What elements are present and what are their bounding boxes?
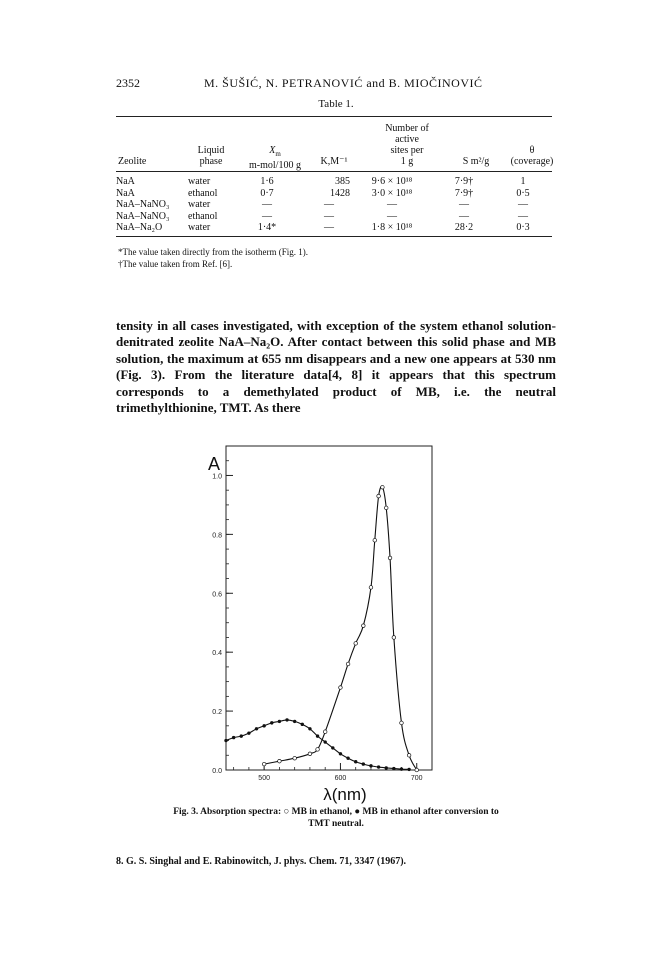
cell-theta: 0·5 xyxy=(516,187,530,199)
cell-xm: — xyxy=(262,210,272,222)
data-point-filled xyxy=(339,752,342,755)
header-coverage: θ (coverage) xyxy=(510,145,554,167)
x-tick-label: 600 xyxy=(334,775,347,782)
cell-sites: 9·6 × 10¹⁸ xyxy=(371,176,413,187)
data-point-open xyxy=(388,556,392,560)
caption-line-2: TMT neutral. xyxy=(308,819,364,829)
data-point-open xyxy=(415,768,419,772)
cell-s: 7·9† xyxy=(454,176,474,187)
y-tick-label: 0.6 xyxy=(212,591,222,599)
data-point-filled xyxy=(240,734,243,737)
data-point-open xyxy=(381,485,385,489)
cell-xm: — xyxy=(262,199,272,210)
cell-sites: — xyxy=(387,210,397,222)
data-point-filled xyxy=(346,757,349,760)
data-point-filled xyxy=(224,739,227,742)
cell-liquid: ethanol xyxy=(188,187,218,199)
cell-sites: 1·8 × 10¹⁸ xyxy=(371,222,413,233)
cell-k: — xyxy=(324,210,334,222)
data-point-open xyxy=(339,686,343,690)
figure-caption xyxy=(116,806,556,830)
cell-s: 7·9† xyxy=(454,187,474,199)
data-point-filled xyxy=(400,767,403,770)
x-tick-label: 500 xyxy=(258,775,270,782)
cell-zeolite: NaA xyxy=(116,187,135,199)
data-point-open xyxy=(262,762,266,766)
y-tick-label: 0.0 xyxy=(212,768,222,775)
page-number: 2352 xyxy=(116,76,140,90)
data-point-open xyxy=(293,756,297,760)
data-point-filled xyxy=(262,724,265,727)
data-point-open xyxy=(377,494,381,498)
cell-k: 385 xyxy=(335,176,350,187)
data-point-open xyxy=(278,759,282,763)
y-tick-label: 0.8 xyxy=(212,532,222,540)
series-line-1 xyxy=(226,720,409,769)
cell-liquid: water xyxy=(188,199,211,210)
data-point-open xyxy=(362,624,366,628)
chart-ticks xyxy=(212,446,432,782)
x-tick-label: 700 xyxy=(410,775,423,782)
data-point-open xyxy=(369,586,373,590)
data-point-open xyxy=(392,636,396,640)
header-xm: $X_m$ m-mol/100 g xyxy=(249,145,301,171)
data-point-open xyxy=(384,506,388,510)
cell-zeolite: NaA–Na₂O xyxy=(116,222,163,233)
data-point-filled xyxy=(285,718,288,721)
footnote-isotherm: *The value taken directly from the isotherm (Fig. 1). xyxy=(118,247,308,257)
data-point-filled xyxy=(323,740,326,743)
cell-zeolite: NaA–NaNO₃ xyxy=(116,210,170,222)
data-point-filled xyxy=(369,764,372,767)
y-axis-label: A xyxy=(208,454,221,474)
header-liquid-phase: Liquid phase xyxy=(197,145,225,167)
data-point-filled xyxy=(331,746,334,749)
cell-k: 1428 xyxy=(330,187,350,199)
header-surface-area: S m²/g xyxy=(462,156,490,167)
header-zeolite: Zeolite xyxy=(118,156,147,167)
cell-theta: 0·3 xyxy=(516,222,530,233)
cell-zeolite: NaA–NaNO₃ xyxy=(116,199,170,210)
data-point-filled xyxy=(407,768,410,771)
data-point-filled xyxy=(377,765,380,768)
header-k: K,M⁻¹ xyxy=(320,156,348,167)
data-point-open xyxy=(373,538,377,542)
cell-xm: 1·6 xyxy=(260,176,274,187)
data-point-open xyxy=(316,748,320,752)
caption-line-1: Fig. 3. Absorption spectra: ○ MB in ethanol, ● MB in ethanol after conversion to xyxy=(173,807,499,817)
cell-liquid: ethanol xyxy=(188,210,218,222)
data-point-filled xyxy=(278,720,281,723)
y-tick-label: 0.2 xyxy=(212,709,222,717)
cell-s: — xyxy=(459,199,469,210)
data-point-filled xyxy=(362,762,365,765)
data-point-open xyxy=(407,753,411,757)
table-title: Table 1. xyxy=(318,98,354,110)
data-point-filled xyxy=(385,766,388,769)
data-point-filled xyxy=(354,760,357,763)
data-point-open xyxy=(400,721,404,725)
data-point-filled xyxy=(247,731,250,734)
cell-theta: 1 xyxy=(520,176,526,187)
cell-sites: — xyxy=(387,199,397,210)
cell-k: — xyxy=(324,199,334,210)
data-point-filled xyxy=(232,736,235,739)
cell-sites: 3·0 × 10¹⁸ xyxy=(371,187,413,199)
data-point-open xyxy=(354,642,358,646)
y-tick-label: 1.0 xyxy=(212,473,222,481)
cell-theta: — xyxy=(518,199,528,210)
data-point-open xyxy=(323,730,327,734)
footnote-reference: †The value taken from Ref. [6]. xyxy=(118,259,233,269)
data-point-filled xyxy=(293,720,296,723)
header-active-sites: Number of active sites per 1 g xyxy=(385,123,429,167)
x-axis-label: λ(nm) xyxy=(323,785,367,804)
data-point-filled xyxy=(255,727,258,730)
series-line-0 xyxy=(264,487,417,770)
y-tick-label: 0.4 xyxy=(212,650,222,658)
cell-liquid: water xyxy=(188,176,211,187)
cell-s: — xyxy=(459,210,469,222)
chart-series xyxy=(224,485,418,771)
cell-xm: 0·7 xyxy=(260,187,274,199)
data-point-filled xyxy=(308,727,311,730)
data-point-filled xyxy=(316,734,319,737)
cell-liquid: water xyxy=(188,222,211,233)
cell-s: 28·2 xyxy=(454,222,474,233)
data-point-filled xyxy=(392,767,395,770)
cell-k: — xyxy=(324,222,334,233)
reference-8: 8. G. S. Singhal and E. Rabinowitch, J. phys. Chem. 71, 3347 (1967). xyxy=(116,856,407,867)
data-point-open xyxy=(346,662,350,666)
data-point-filled xyxy=(301,723,304,726)
body-text: tensity in all cases investigated, with exception of the system ethanol solution-denitrated zeolite NaA–Na₂O. After contact between this solid phase and MB solution, the maximum at 655 nm disappears and a new one appears at 530 nm (Fig. 3). From the literature data[4, 8] it appears that this spectrum corresponds to a demethylated product of MB, i.e. the neutral trimethylthionine, TMT. As there xyxy=(116,318,556,416)
cell-zeolite: NaA xyxy=(116,176,135,187)
cell-xm: 1·4* xyxy=(257,222,277,233)
data-point-open xyxy=(308,752,312,756)
running-head-authors: M. ŠUŠIĆ, N. PETRANOVIĆ and B. MIOČINOVIĆ xyxy=(204,76,483,90)
cell-theta: — xyxy=(518,210,528,222)
data-point-filled xyxy=(270,721,273,724)
